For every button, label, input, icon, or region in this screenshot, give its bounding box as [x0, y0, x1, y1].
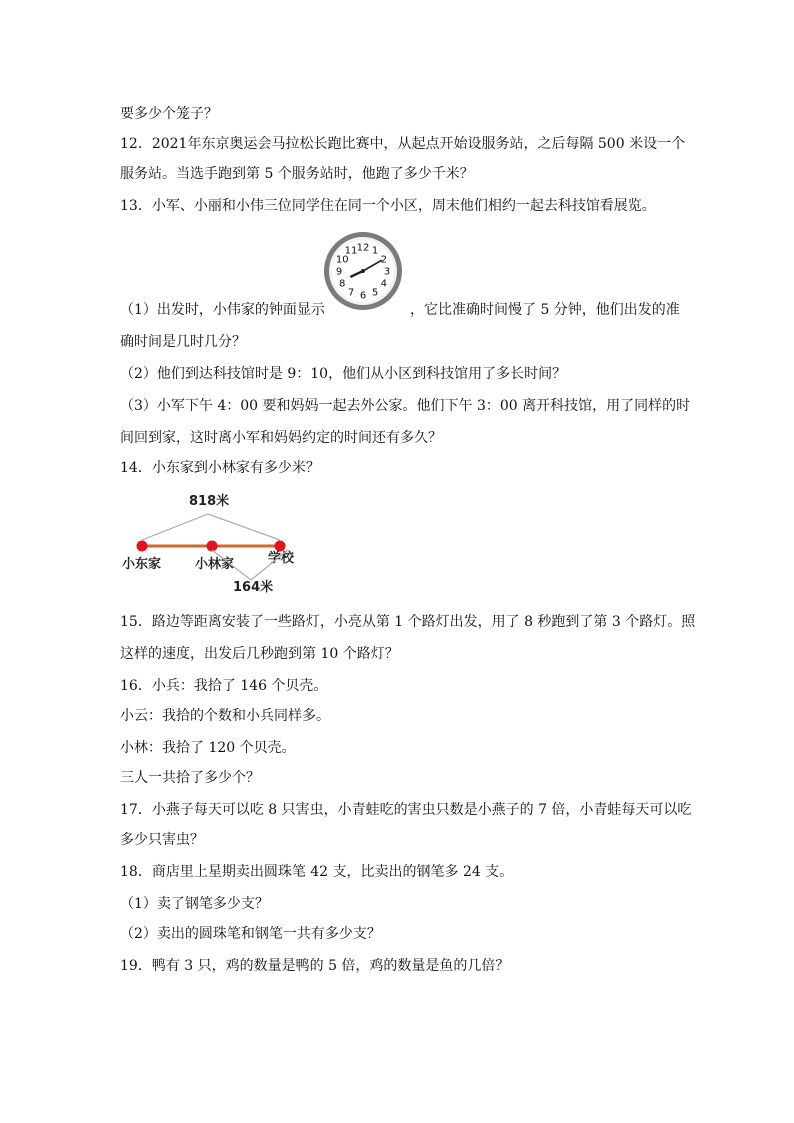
text-line: 这样的速度，出发后几秒跑到第 10 个路灯？ — [120, 646, 399, 662]
clock-number: 11 — [344, 245, 358, 257]
question-13-part-2: （2）他们到达科技馆时是 9：10，他们从小区到科技馆用了多长时间？ — [120, 366, 567, 382]
clock-number: 9 — [335, 266, 343, 278]
text-line: 三人一共拾了多少个？ — [120, 770, 260, 786]
point-xiaodong-home — [137, 541, 148, 552]
text-line: 多少只害虫？ — [120, 832, 204, 848]
question-15: 15．路边等距离安装了一些路灯，小亮从第 1 个路灯出发，用了 8 秒跑到了第 3 个路灯。照 — [120, 614, 696, 630]
question-18: 18．商店里上星期卖出圆珠笔 42 支，比卖出的钢笔多 24 支。 — [120, 864, 514, 880]
question-14: 14．小东家到小林家有多少米？ — [120, 460, 320, 476]
text-line: 要多少个笼子？ — [120, 106, 218, 122]
question-17: 17．小燕子每天可以吃 8 只害虫，小青蛙吃的害虫只数是小燕子的 7 倍，小青蛙每天可以吃 — [120, 802, 692, 818]
label-xiaodong-home: 小东家 — [122, 557, 162, 572]
clock-number: 12 — [356, 242, 370, 254]
clock-number: 10 — [335, 254, 349, 266]
question-13: 13．小军、小丽和小伟三位同学住在同一个小区，周末他们相约一起去科技馆看展览。 — [120, 198, 656, 214]
clock-icon — [322, 230, 404, 312]
clock-number: 6 — [359, 290, 367, 302]
label-school: 学校 — [268, 551, 295, 566]
question-19: 19．鸭有 3 只，鸡的数量是鸭的 5 倍，鸡的数量是鱼的几倍？ — [120, 958, 510, 974]
clock-number: 8 — [339, 278, 346, 290]
total-distance-brace — [142, 514, 280, 540]
text-line: 服务站。当选手跑到第 5 个服务站时，他跑了多少千米？ — [120, 166, 474, 182]
question-16: 16．小兵：我拾了 146 个贝壳。 — [120, 678, 328, 694]
question-13-part-1: （1）出发时，小伟家的钟面显示 — [120, 302, 325, 318]
clock-number: 3 — [383, 266, 391, 278]
question-18-part-2: （2）卖出的圆珠笔和钢笔一共有多少支？ — [120, 926, 381, 942]
question-18-part-1: （1）卖了钢笔多少支？ — [120, 896, 269, 912]
clock-figure — [322, 230, 404, 312]
text-line: 确时间是几时几分？ — [120, 334, 246, 350]
distance-diagram — [118, 486, 318, 596]
question-13-part-3: （3）小军下午 4：00 要和妈妈一起去外公家。他们下午 3：00 离开科技馆，用了同样的时 — [120, 398, 691, 414]
clock-number: 5 — [371, 287, 379, 299]
text-line: 小林：我拾了 120 个贝壳。 — [120, 740, 296, 756]
clock-number: 1 — [371, 245, 379, 257]
label-xiaolin-home: 小林家 — [195, 557, 235, 572]
point-school — [275, 541, 286, 552]
question-12: 12．2021年东京奥运会马拉松长跑比赛中，从起点开始设服务站，之后每隔 500 米设一个 — [120, 136, 686, 152]
clock-number: 4 — [380, 278, 387, 290]
clock-number: 2 — [380, 254, 387, 266]
total-distance-label: 818米 — [189, 494, 230, 509]
text-line: 间回到家，这时离小军和妈妈约定的时间还有多久？ — [120, 430, 442, 446]
point-xiaolin-home — [207, 541, 218, 552]
partial-distance-label: 164米 — [233, 580, 274, 595]
text-line: ，它比准确时间慢了 5 分钟，他们出发的准 — [410, 302, 680, 318]
clock-number: 7 — [347, 287, 355, 299]
text-line: 小云：我拾的个数和小兵同样多。 — [120, 708, 330, 724]
